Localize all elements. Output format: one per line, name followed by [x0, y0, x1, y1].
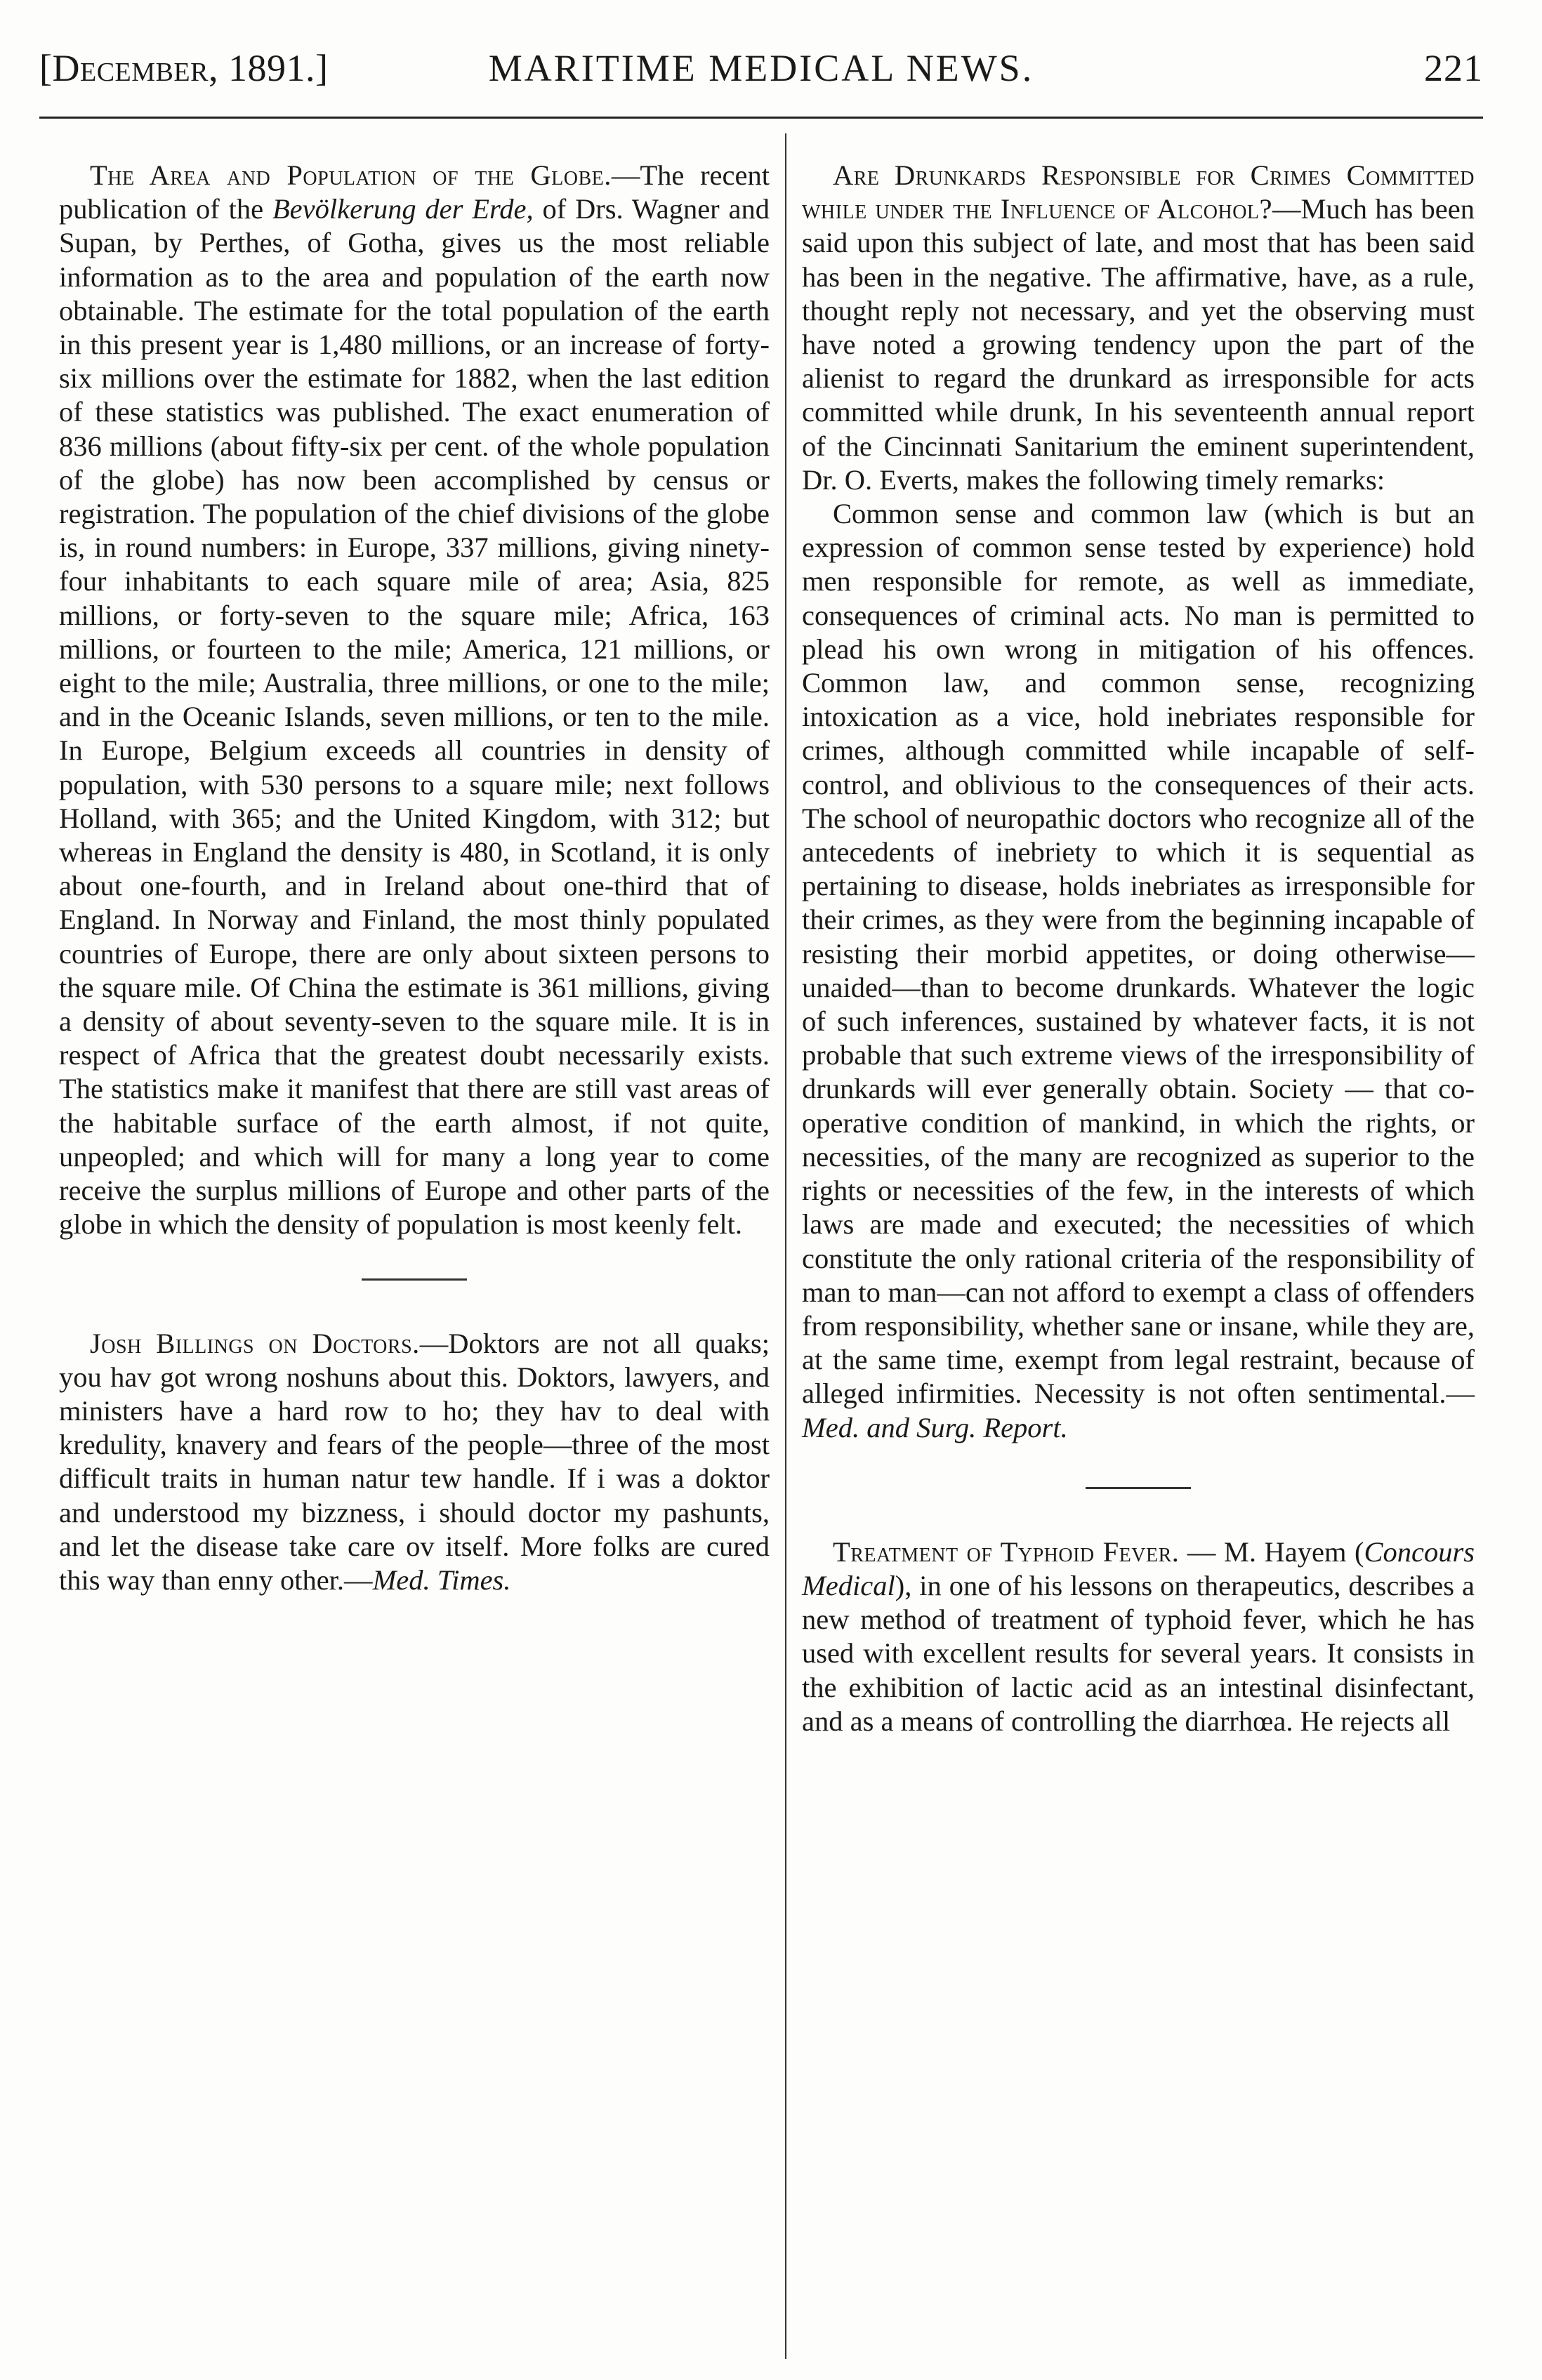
header-date: [December, 1891.] [39, 47, 329, 89]
article-title: Are Drunkards Responsible for Crimes Committed while under the Influence of Alcohol? [802, 159, 1475, 225]
quote-text: Common sense and common law (which is but an expression of common sense tested by experience) hold men responsible for remote, as well as immediate, consequences of criminal acts. No man is permitted to plead his own wrong in mitigation of his offences. Common law, and common sense, recognizing intoxication as a vice, hold inebriates responsible for crimes, although committed while incapable of self-control, and oblivious to the consequences of their acts. The school of neuropathic doctors who recognize all of the antecedents of inebriety to which it is sequential as pertaining to disease, holds inebriates as irresponsible for their crimes, as they were from the beginning incapable of resisting their morbid appetites, or doing otherwise—unaided—than to become drunkards. Whatever the logic of such inferences, sustained by whatever facts, it is not probable that such extreme views of the irresponsibility of drunkards will ever generally obtain. Society — that co-operative condition of mankind, in which the rights, or necessities, of the many are recognized as superior to the rights or necessities of the few, in the interests of which laws are made and executed; the necessities of which constitute the only rational criteria of the responsibility of man to man—can not afford to exempt a class of offenders from responsibility, whether sane or insane, while they are, at the same time, exempt from legal restraint, because of alleged infirmities. Necessity is not often sentimental.— [802, 498, 1475, 1410]
article-title: Josh Billings on Doctors. [90, 1327, 420, 1359]
column-divider [785, 133, 786, 2359]
article-source: Med. and Surg. Report. [802, 1411, 1068, 1443]
quoted-remarks [802, 497, 1475, 1445]
article-drunkards [802, 159, 1475, 497]
section-separator [1086, 1487, 1191, 1489]
cited-work: Concours Medical [802, 1535, 1475, 1601]
page-number: 221 [1424, 47, 1483, 89]
right-column [802, 159, 1475, 1738]
article-text: —The recent publication of the [59, 159, 770, 225]
article-text: —Much has been said upon this subject of late, and most that has been said has been in the negative. The affirmative, have, as a rule, thought reply not necessary, and yet the observing must have noted a growing tendency upon the part of the alienist to regard the drunkard as irresponsible for acts committed while drunk, In his seventeenth annual report of the Cincinnati Sanitarium the eminent superintendent, Dr. O. Everts, makes the following timely remarks: [802, 193, 1475, 496]
article-text: — M. Hayem ( [1179, 1535, 1364, 1568]
running-header [39, 46, 1483, 95]
header-rule [39, 117, 1483, 119]
left-column [59, 159, 770, 1597]
article-josh-billings [59, 1327, 770, 1598]
article-source: Med. Times. [372, 1563, 511, 1596]
article-title: Treatment of Typhoid Fever. [833, 1535, 1180, 1568]
article-text: of Drs. Wagner and Supan, by Perthes, of Gotha, gives us the most reliable information as to the area and population of the earth now obtainable. The estimate for the total population of the earth in this present year is 1,480 millions, or an increase of forty-six millions over the estimate for 1882, when the last edition of these statistics was published. The exact enumeration of 836 millions (about fifty-six per cent. of the whole population of the globe) has now been accomplished by census or registration. The population of the chief divisions of the globe is, in round numbers: in Europe, 337 millions, giving ninety-four inhabitants to each square mile of area; Asia, 825 millions, or forty-seven to the square mile; Africa, 163 millions, or fourteen to the mile; America, 121 millions, or eight to the mile; Australia, three millions, or one to the mile; and in the Oceanic Islands, seven millions, or ten to the mile. In Europe, Belgium exceeds all countries in density of population, with 530 persons to a square mile; next follows Holland, with 365; and the United Kingdom, with 312; but whereas in England the density is 480, in Scotland, it is only about one-fourth, and in Ireland about one-third that of England. In Norway and Finland, the most thinly populated countries of Europe, there are only about sixteen persons to the square mile. Of China the estimate is 361 millions, giving a density of about seventy-seven to the square mile. It is in respect of Africa that the greatest doubt necessarily exists. The statistics make it manifest that there are still vast areas of the habitable surface of the earth almost, if not quite, unpeopled; and which will for many a long year to come receive the surplus millions of Europe and other parts of the globe in which the density of population is most keenly felt. [59, 193, 770, 1241]
article-typhoid [802, 1535, 1475, 1738]
journal-title: MARITIME MEDICAL NEWS. [488, 47, 1034, 89]
article-area-population [59, 159, 770, 1242]
section-separator [362, 1278, 467, 1281]
cited-work: Bevölkerung der Erde, [272, 193, 534, 225]
article-text: ), in one of his lessons on therapeutics, describes a new method of treatment of typhoid fever, which he has used with excellent results for several years. It consists in the exhibition of lactic acid as an intestinal disinfectant, and as a means of controlling the diarrhœa. He rejects all [802, 1569, 1475, 1737]
article-title: The Area and Population of the Globe. [90, 159, 612, 191]
article-text: —Doktors are not all quaks; you hav got wrong noshuns about this. Doktors, lawyers, and ministers have a hard row to ho; they hav to deal with kredulity, knavery and fears of the people—three of the most difficult traits in human natur tew handle. If i was a doktor and understood my bizzness, i should doctor my pashunts, and let the disease take care ov itself. More folks are cured this way than enny other.— [59, 1327, 770, 1596]
